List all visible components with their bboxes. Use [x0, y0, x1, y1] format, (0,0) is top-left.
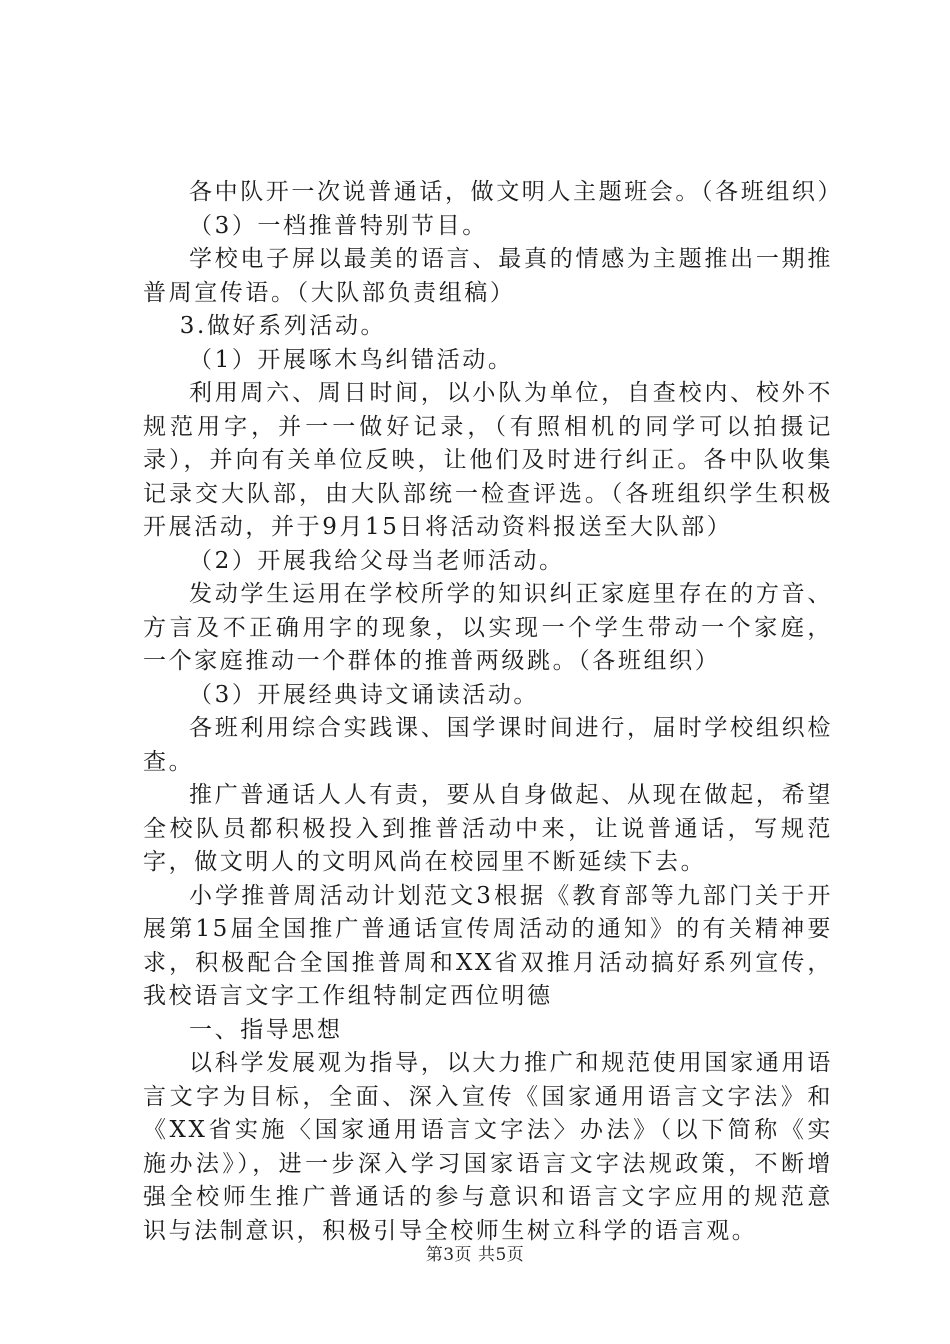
paragraph-family-correction: 发动学生运用在学校所学的知识纠正家庭里存在的方音、方言及不正确用字的现象，以实现一个学生带动一个家庭，一个家庭推动一个群体的推普两级跳。（各班组织） [143, 581, 833, 674]
paragraph-screen-slogan: 学校电子屏以最美的语言、最真的情感为主题推出一期推普周宣传语。（大队部负责组稿） [143, 246, 833, 306]
paragraph-responsibility: 推广普通话人人有责，要从自身做起、从现在做起，希望全校队员都积极投入到推普活动中来，让说普通话，写规范字，做文明人的文明风尚在校园里不断延续下去。 [143, 782, 833, 875]
document-body [143, 176, 844, 1248]
paragraph-class-time: 各班利用综合实践课、国学课时间进行，届时学校组织检查。 [143, 715, 833, 775]
section-heading-guiding-thought: 一、指导思想 [189, 1016, 343, 1043]
paragraph-item-3-program: （3）一档推普特别节目。 [189, 212, 488, 239]
paragraph-class-meeting: 各中队开一次说普通话，做文明人主题班会。（各班组织） [189, 179, 844, 205]
paragraph-item-2-teach-parents: （2）开展我给父母当老师活动。 [189, 547, 565, 574]
page-number-footer: 第3页 共5页 [425, 1245, 525, 1265]
paragraph-guiding-thought: 以科学发展观为指导，以大力推广和规范使用国家通用语言文字为目标，全面、深入宣传《国家通用语言文字法》和《XX省实施〈国家通用语言文字法〉办法》（以下简称《实施办法》），进一步深入学习国家语言文字法规政策，不断增强全校师生推广普通话的参与意识和语言文字应用的规范意识与法制意识，积极引导全校师生树立科学的语言观。 [143, 1050, 833, 1244]
paragraph-plan-sample-3: 小学推普周活动计划范文3根据《教育部等九部门关于开展第15届全国推广普通话宣传周活动的通知》的有关精神要求，积极配合全国推普周和XX省双推月活动搞好系列宣传，我校语言文字工作组特制定西位明德 [143, 882, 833, 1009]
paragraph-weekend-check: 利用周六、周日时间，以小队为单位，自查校内、校外不规范用字，并一一做好记录，（有照相机的同学可以拍摄记录），并向有关单位反映，让他们及时进行纠正。各中队收集记录交大队部，由大队部统一检查评选。（各班组织学生积极开展活动，并于9月15日将活动资料报送至大队部） [143, 380, 833, 540]
paragraph-item-1-woodpecker: （1）开展啄木鸟纠错活动。 [189, 346, 514, 373]
paragraph-item-3-classics: （3）开展经典诗文诵读活动。 [189, 681, 540, 708]
paragraph-series-activities: 3.做好系列活动。 [179, 313, 387, 339]
